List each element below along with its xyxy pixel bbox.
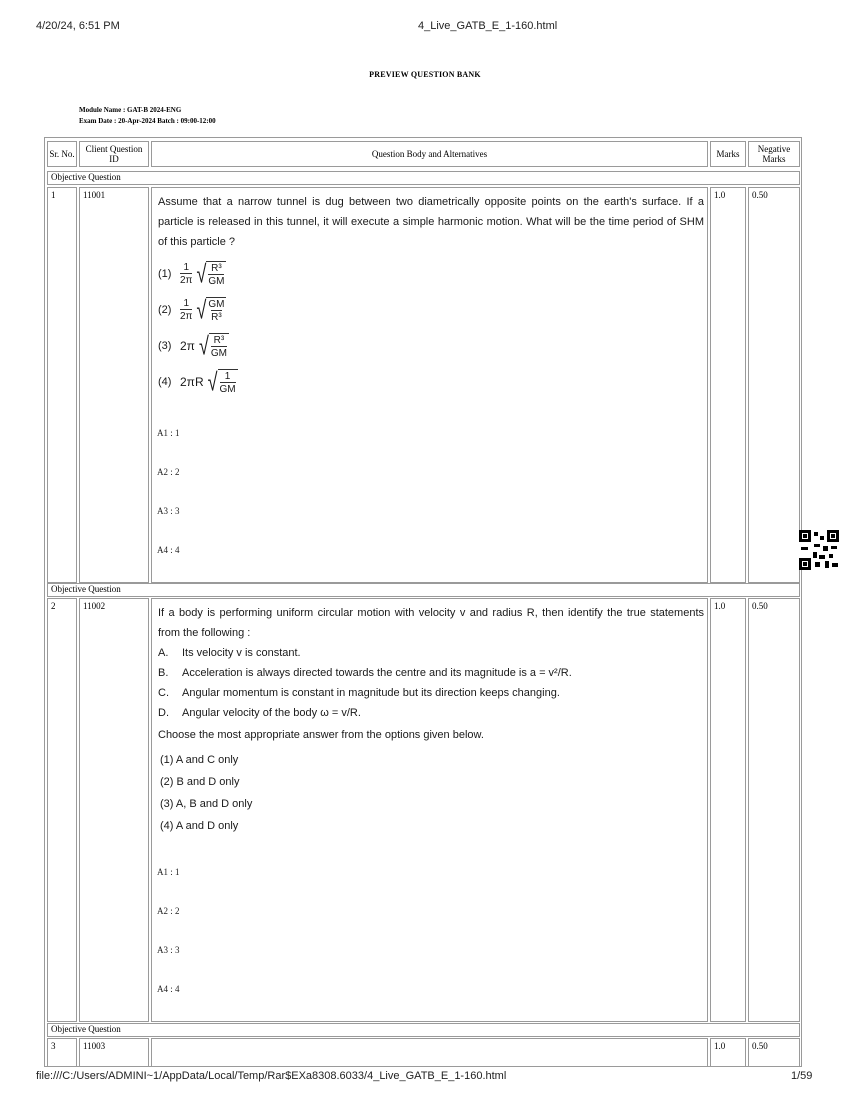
q2-marks: 1.0 [710,598,746,1022]
q1-answer-3: A3 : 3 [157,506,180,516]
q1-question-text: Assume that a narrow tunnel is dug between two diametrically opposite points on the earth's surface. If a particle is released in this tunnel, it will execute a simple harmonic motion. What will be the time period of SHM of this particle ? [158,196,704,248]
q3-client-id: 11003 [79,1038,149,1067]
q2-statement-a: A. Its velocity v is constant. [158,647,301,659]
q2-choice-4: (4) A and D only [160,820,239,832]
q2-choice-1: (1) A and C only [160,754,239,766]
q2-answer-1: A1 : 1 [157,867,180,877]
q1-answer-1: A1 : 1 [157,428,180,438]
q3-body [151,1038,708,1067]
print-file-path: file:///C:/Users/ADMINI~1/AppData/Local/Temp/Rar$EXa8308.6033/4_Live_GATB_E_1-160.html [36,1070,507,1082]
q2-statement-d: D. Angular velocity of the body ω = v/R. [158,707,361,719]
q1-options [158,256,704,400]
q1-option-4-radical: √ $\frac{1}{GM}$ [207,368,236,396]
q2-negative-marks: 0.50 [748,598,800,1022]
qr-code-icon [799,530,839,570]
q2-answer-2: A2 : 2 [157,906,180,916]
section-label: Objective Question [47,583,800,597]
q1-marks: 1.0 [710,187,746,583]
q1-option-1-fraction: $\frac{1}{2\pi}$ [180,262,193,286]
q2-sr-no: 2 [47,598,77,1022]
header-client-id: Client Question ID [79,141,149,167]
q1-client-id: 11001 [79,187,149,583]
section-label: Objective Question [47,171,800,185]
q1-option-3: (3) 2π √ $\frac{\text{R³}}{GM}$ [158,332,227,360]
q1-answer-2: A2 : 2 [157,467,180,477]
q1-option-4-prefix: 2πR [180,375,204,389]
q1-option-2-fraction: $\frac{1}{2\pi}$ [180,298,193,322]
q2-body [151,598,708,1022]
q1-option-1-radical: √ $\frac{\text{R³}}{GM}$ [196,260,225,288]
print-doc-title: 4_Live_GATB_E_1-160.html [418,20,558,32]
print-datetime: 4/20/24, 6:51 PM [36,20,120,32]
q2-choices [158,749,704,837]
q2-choice-2: (2) B and D only [160,776,240,788]
q1-option-4: (4) 2πR √ $\frac{1}{GM}$ [158,368,236,396]
header-marks: Marks [710,141,746,167]
header-question-body: Question Body and Alternatives [151,141,708,167]
question-table [44,137,802,1067]
q1-answer-4: A4 : 4 [157,545,180,555]
exam-date-batch: Exam Date : 20-Apr-2024 Batch : 09:00-12:00 [79,117,216,125]
q2-statement-b: B. Acceleration is always directed towards the centre and its magnitude is a = v²/R. [158,667,572,679]
q3-marks: 1.0 [710,1038,746,1067]
q1-option-2: (2) $\frac{1}{2\pi}$ √ $\frac{GM}{\text{R³}}$ [158,296,225,324]
section-label: Objective Question [47,1023,800,1037]
q1-negative-marks: 0.50 [748,187,800,583]
q1-option-2-radical: √ $\frac{GM}{\text{R³}}$ [196,296,225,324]
q2-client-id: 11002 [79,598,149,1022]
module-name: Module Name : GAT-B 2024-ENG [79,106,182,114]
q2-answer-3: A3 : 3 [157,945,180,955]
q1-sr-no: 1 [47,187,77,583]
print-page-number: 1/59 [791,1070,813,1082]
q3-sr-no: 3 [47,1038,77,1067]
header-sr-no: Sr. No. [47,141,77,167]
q1-option-3-prefix: 2π [180,339,195,353]
q1-option-3-radical: √ $\frac{\text{R³}}{GM}$ [198,332,227,360]
q3-negative-marks: 0.50 [748,1038,800,1067]
q2-instruction: Choose the most appropriate answer from the options given below. [158,729,484,741]
header-negative-marks: Negative Marks [748,141,800,167]
q2-question-text: If a body is performing uniform circular motion with velocity v and radius R, then identify the true statements from the following : [158,607,704,639]
q2-answer-4: A4 : 4 [157,984,180,994]
page-title: PREVIEW QUESTION BANK [369,70,481,79]
q2-statement-c: C. Angular momentum is constant in magnitude but its direction keeps changing. [158,687,560,699]
q1-option-1: (1) $\frac{1}{2\pi}$ √ $\frac{\text{R³}}{GM}$ [158,260,225,288]
q1-body [151,187,708,583]
q2-choice-3: (3) A, B and D only [160,798,253,810]
